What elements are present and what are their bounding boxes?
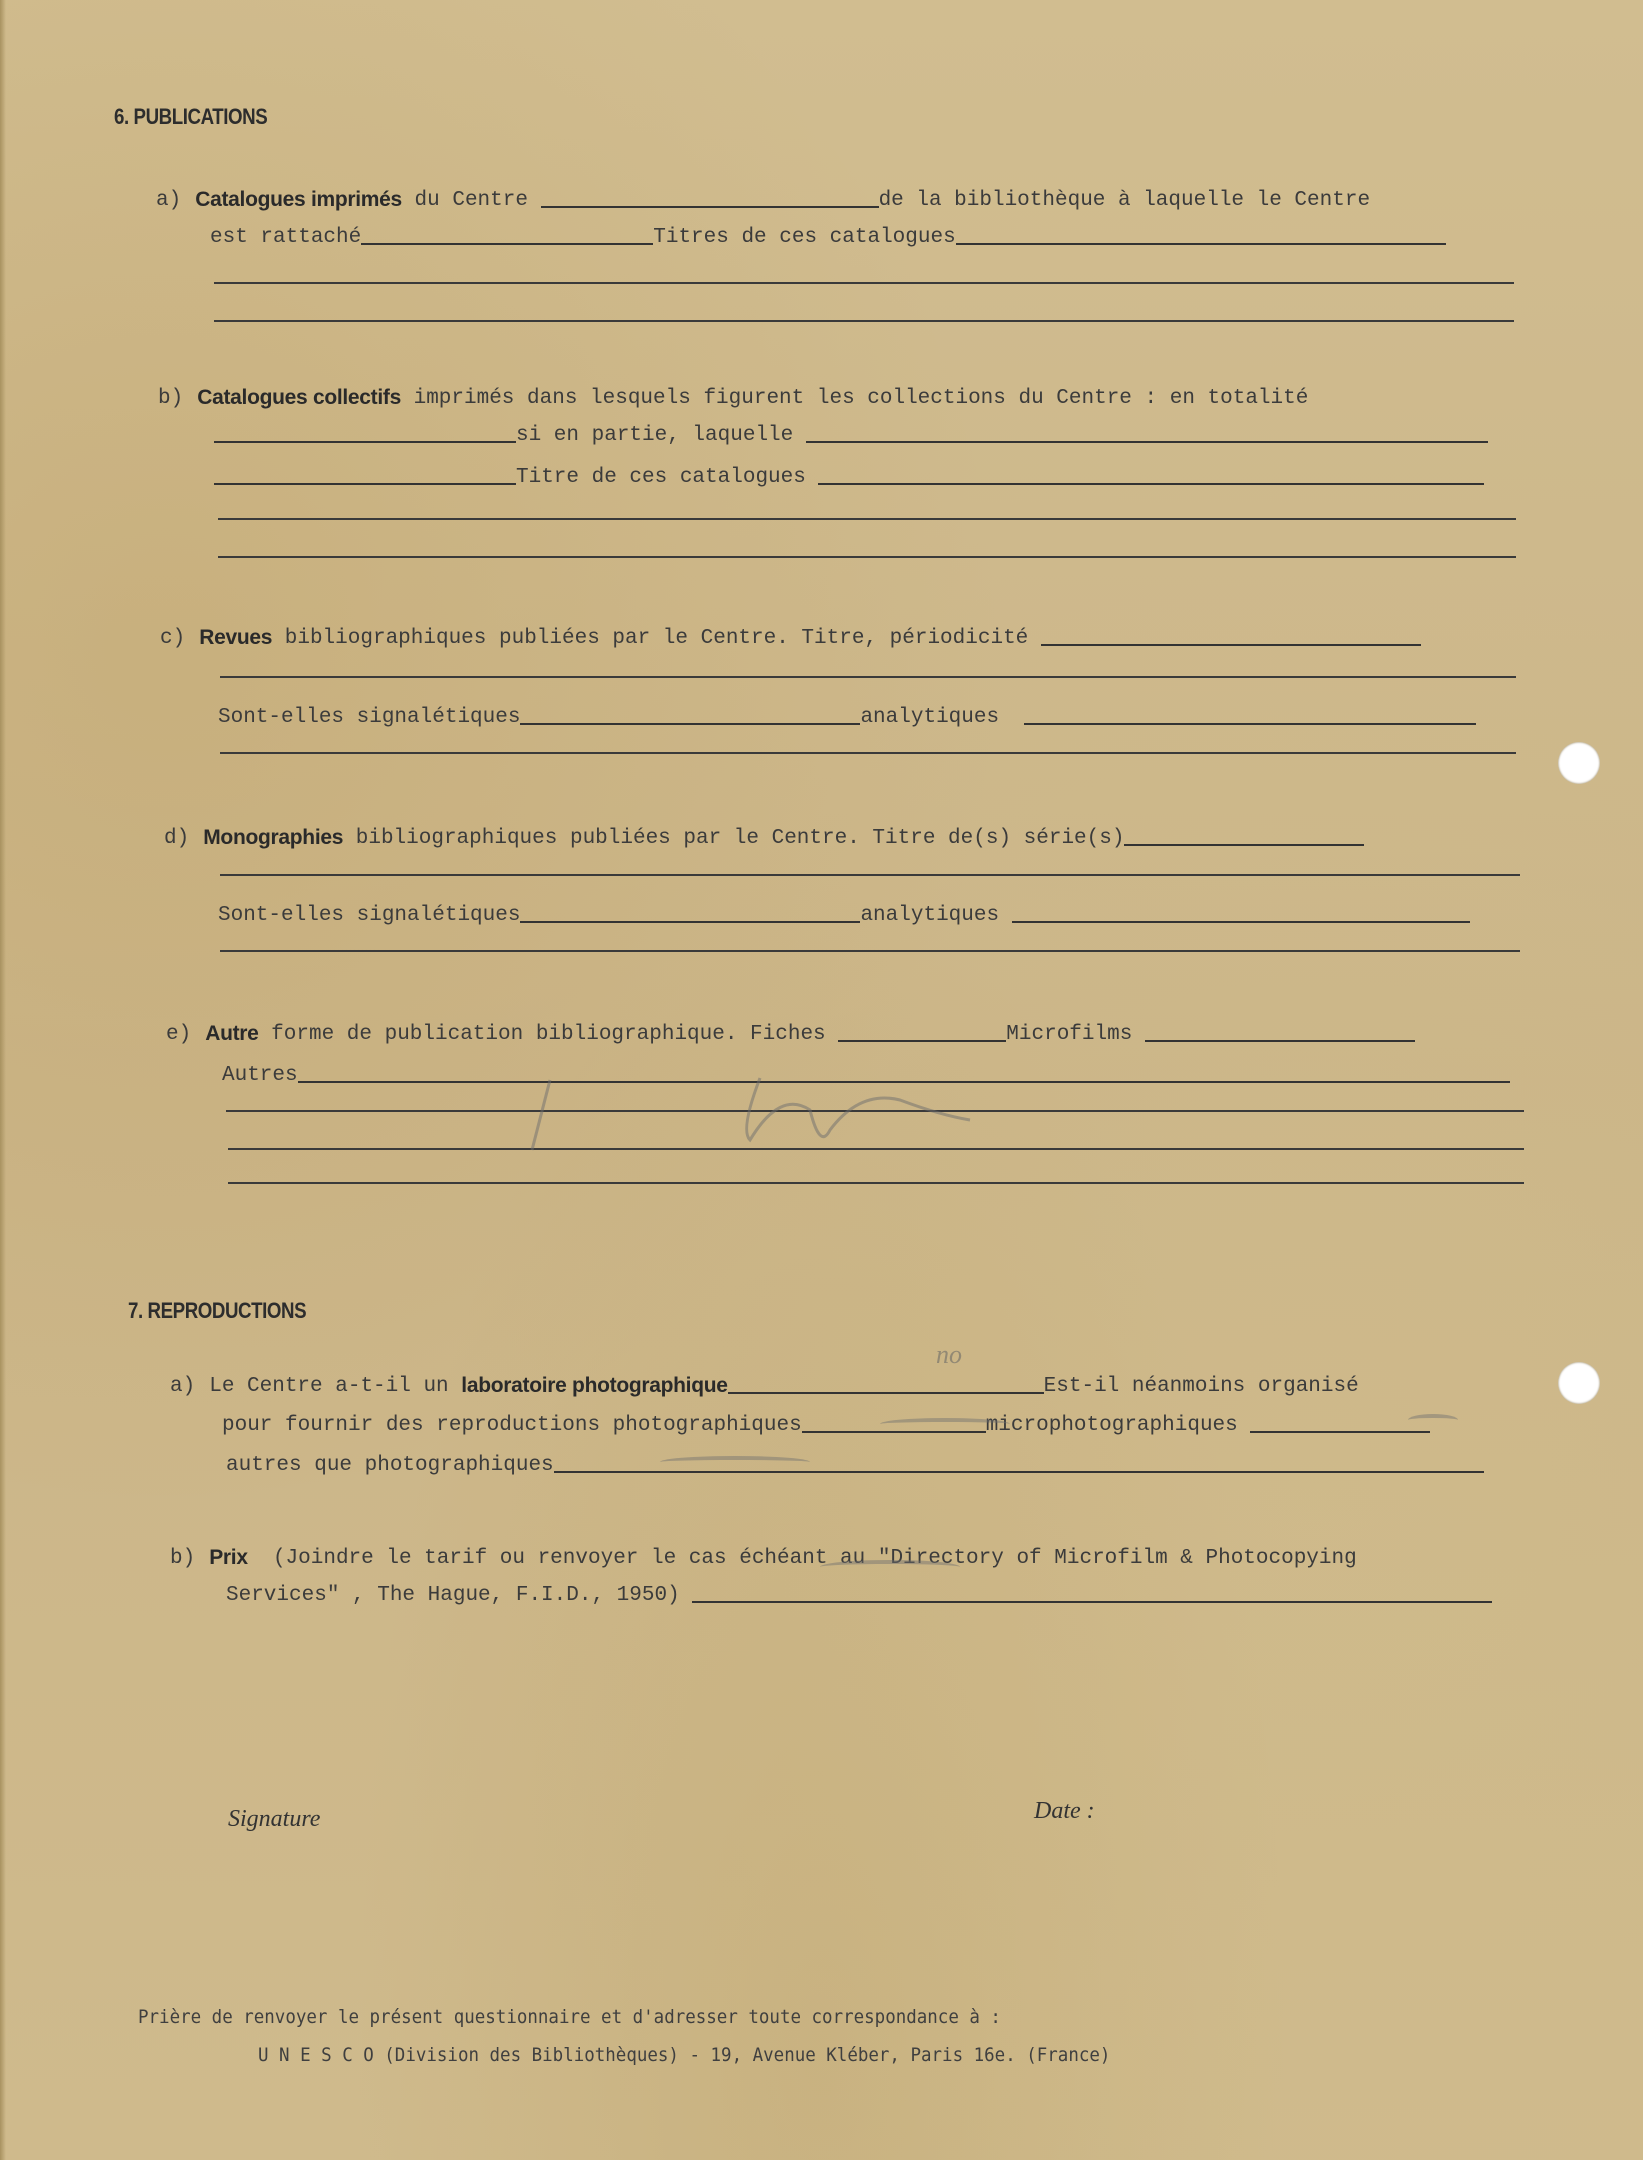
item-title: Catalogues collectifs — [197, 386, 401, 409]
field-fiches[interactable] — [838, 1040, 1006, 1042]
field-prix[interactable] — [692, 1601, 1492, 1603]
field-en-partie[interactable] — [806, 441, 1488, 443]
punch-hole-icon — [1558, 742, 1600, 784]
item-title: Prix — [209, 1546, 248, 1569]
field-microphotographiques[interactable] — [1250, 1431, 1430, 1433]
label-text: pour fournir des reproductions photographiques — [222, 1414, 802, 1437]
item-6b-line1 — [158, 386, 1308, 410]
label-text: autres que photographiques — [226, 1454, 554, 1477]
label-text: analytiques — [860, 706, 1000, 729]
field-blank-line[interactable] — [220, 950, 1520, 952]
date-label: Date : — [1034, 1798, 1095, 1824]
paper-edge — [0, 0, 6, 2160]
label-text: de la bibliothèque à laquelle le Centre — [878, 189, 1371, 212]
label-text: imprimés dans lesquels figurent les collections du Centre : en totalité — [413, 387, 1309, 410]
field-blank-line[interactable] — [228, 1182, 1524, 1184]
item-7b-line1 — [170, 1546, 1357, 1570]
field-photographiques[interactable] — [802, 1431, 986, 1433]
field-blank-line[interactable] — [214, 320, 1514, 322]
item-6e-line1 — [166, 1022, 1415, 1046]
field-signaletiques[interactable] — [520, 921, 860, 923]
item-title: Catalogues imprimés — [195, 188, 402, 211]
label-text: analytiques — [860, 904, 1000, 927]
item-title: Revues — [199, 626, 273, 649]
unesco-address: U N E S C O (Division des Bibliothèques) - 19, Avenue Kléber, Paris 16e. (France) — [258, 2044, 1111, 2066]
field-blank-line[interactable] — [214, 282, 1514, 284]
label-text: (Joindre le tarif ou renvoyer le cas échéant au "Directory of Microfilm & Photocopying — [272, 1547, 1357, 1570]
field-titres-catalogues[interactable] — [956, 243, 1446, 245]
label-text: Services" , The Hague, F.I.D., 1950) — [226, 1584, 680, 1607]
field-microfilms[interactable] — [1145, 1040, 1415, 1042]
field-blank-line[interactable] — [220, 752, 1516, 754]
label-text: Titres de ces catalogues — [653, 226, 956, 249]
item-7a-line3 — [226, 1454, 1484, 1477]
item-marker: b) — [170, 1547, 196, 1570]
item-marker: b) — [158, 387, 184, 410]
field-analytiques[interactable] — [1024, 723, 1476, 725]
field-analytiques[interactable] — [1012, 921, 1470, 923]
label-text: Est-il néanmoins organisé — [1043, 1375, 1359, 1398]
item-title: Monographies — [203, 826, 344, 849]
section-heading-publications: 6. PUBLICATIONS — [114, 104, 268, 129]
label-text: bibliographiques publiées par le Centre. Titre de(s) série(s) — [355, 827, 1125, 850]
item-7b-line2 — [226, 1584, 1492, 1607]
label-text: bibliographiques publiées par le Centre. Titre, périodicité — [284, 627, 1029, 650]
item-title: Autre — [205, 1022, 259, 1045]
label-text: microphotographiques — [985, 1414, 1238, 1437]
item-marker: a) — [170, 1375, 196, 1398]
pencil-dash — [820, 1560, 960, 1574]
field-blank-line[interactable] — [218, 518, 1516, 520]
field-blank-line[interactable] — [220, 874, 1520, 876]
field-titre-periodicite[interactable] — [1041, 644, 1421, 646]
item-7a-line2 — [222, 1414, 1430, 1437]
field-autres-que-photographiques[interactable] — [554, 1471, 1484, 1473]
item-marker: e) — [166, 1023, 192, 1046]
item-6c-line1 — [160, 626, 1421, 650]
label-text: est rattaché — [210, 226, 362, 249]
item-marker: a) — [156, 189, 182, 212]
label-text: Titre de ces catalogues — [516, 466, 806, 489]
field-titre-catalogues[interactable] — [818, 483, 1484, 485]
pencil-scribble-icon — [520, 1070, 1160, 1180]
item-6a-line2 — [210, 226, 1446, 249]
item-6d-line1 — [164, 826, 1364, 850]
return-instructions: Prière de renvoyer le présent questionnaire et d'adresser toute correspondance à : — [138, 2006, 1001, 2028]
item-6b-line3 — [214, 466, 1484, 489]
field-rattache[interactable] — [361, 243, 653, 245]
field-laboratoire[interactable] — [728, 1392, 1044, 1394]
field-signaletiques[interactable] — [520, 723, 860, 725]
item-6b-line2 — [214, 424, 1488, 447]
label-text: Microfilms — [1006, 1023, 1133, 1046]
field-blank-line[interactable] — [220, 676, 1516, 678]
handwritten-answer: no — [936, 1340, 962, 1369]
pencil-dash — [1408, 1414, 1458, 1426]
label-text: Sont-elles signalétiques — [218, 904, 521, 927]
pencil-dash — [660, 1456, 810, 1468]
item-6c-line2 — [218, 706, 1476, 729]
item-6d-line2 — [218, 904, 1470, 927]
item-marker: c) — [160, 627, 186, 650]
label-text: du Centre — [414, 189, 528, 212]
field-titre-series[interactable] — [1124, 844, 1364, 846]
item-title: laboratoire photographique — [461, 1374, 728, 1397]
signature-label: Signature — [228, 1806, 321, 1832]
field-catalogues-centre[interactable] — [541, 206, 879, 208]
label-text: si en partie, laquelle — [516, 424, 794, 447]
field-en-totalite[interactable] — [214, 441, 516, 443]
pencil-dash — [880, 1418, 1010, 1430]
label-text: Le Centre a-t-il un — [209, 1375, 449, 1398]
item-7a-line1 — [170, 1374, 1359, 1398]
label-text: Sont-elles signalétiques — [218, 706, 521, 729]
label-text: forme de publication bibliographique. Fiches — [271, 1023, 826, 1046]
field-blank-short[interactable] — [214, 483, 516, 485]
label-text: Autres — [222, 1064, 298, 1087]
item-marker: d) — [164, 827, 190, 850]
field-blank-line[interactable] — [218, 556, 1516, 558]
item-6a-line1 — [156, 188, 1370, 212]
punch-hole-icon — [1558, 1362, 1600, 1404]
section-heading-reproductions: 7. REPRODUCTIONS — [128, 1298, 307, 1323]
